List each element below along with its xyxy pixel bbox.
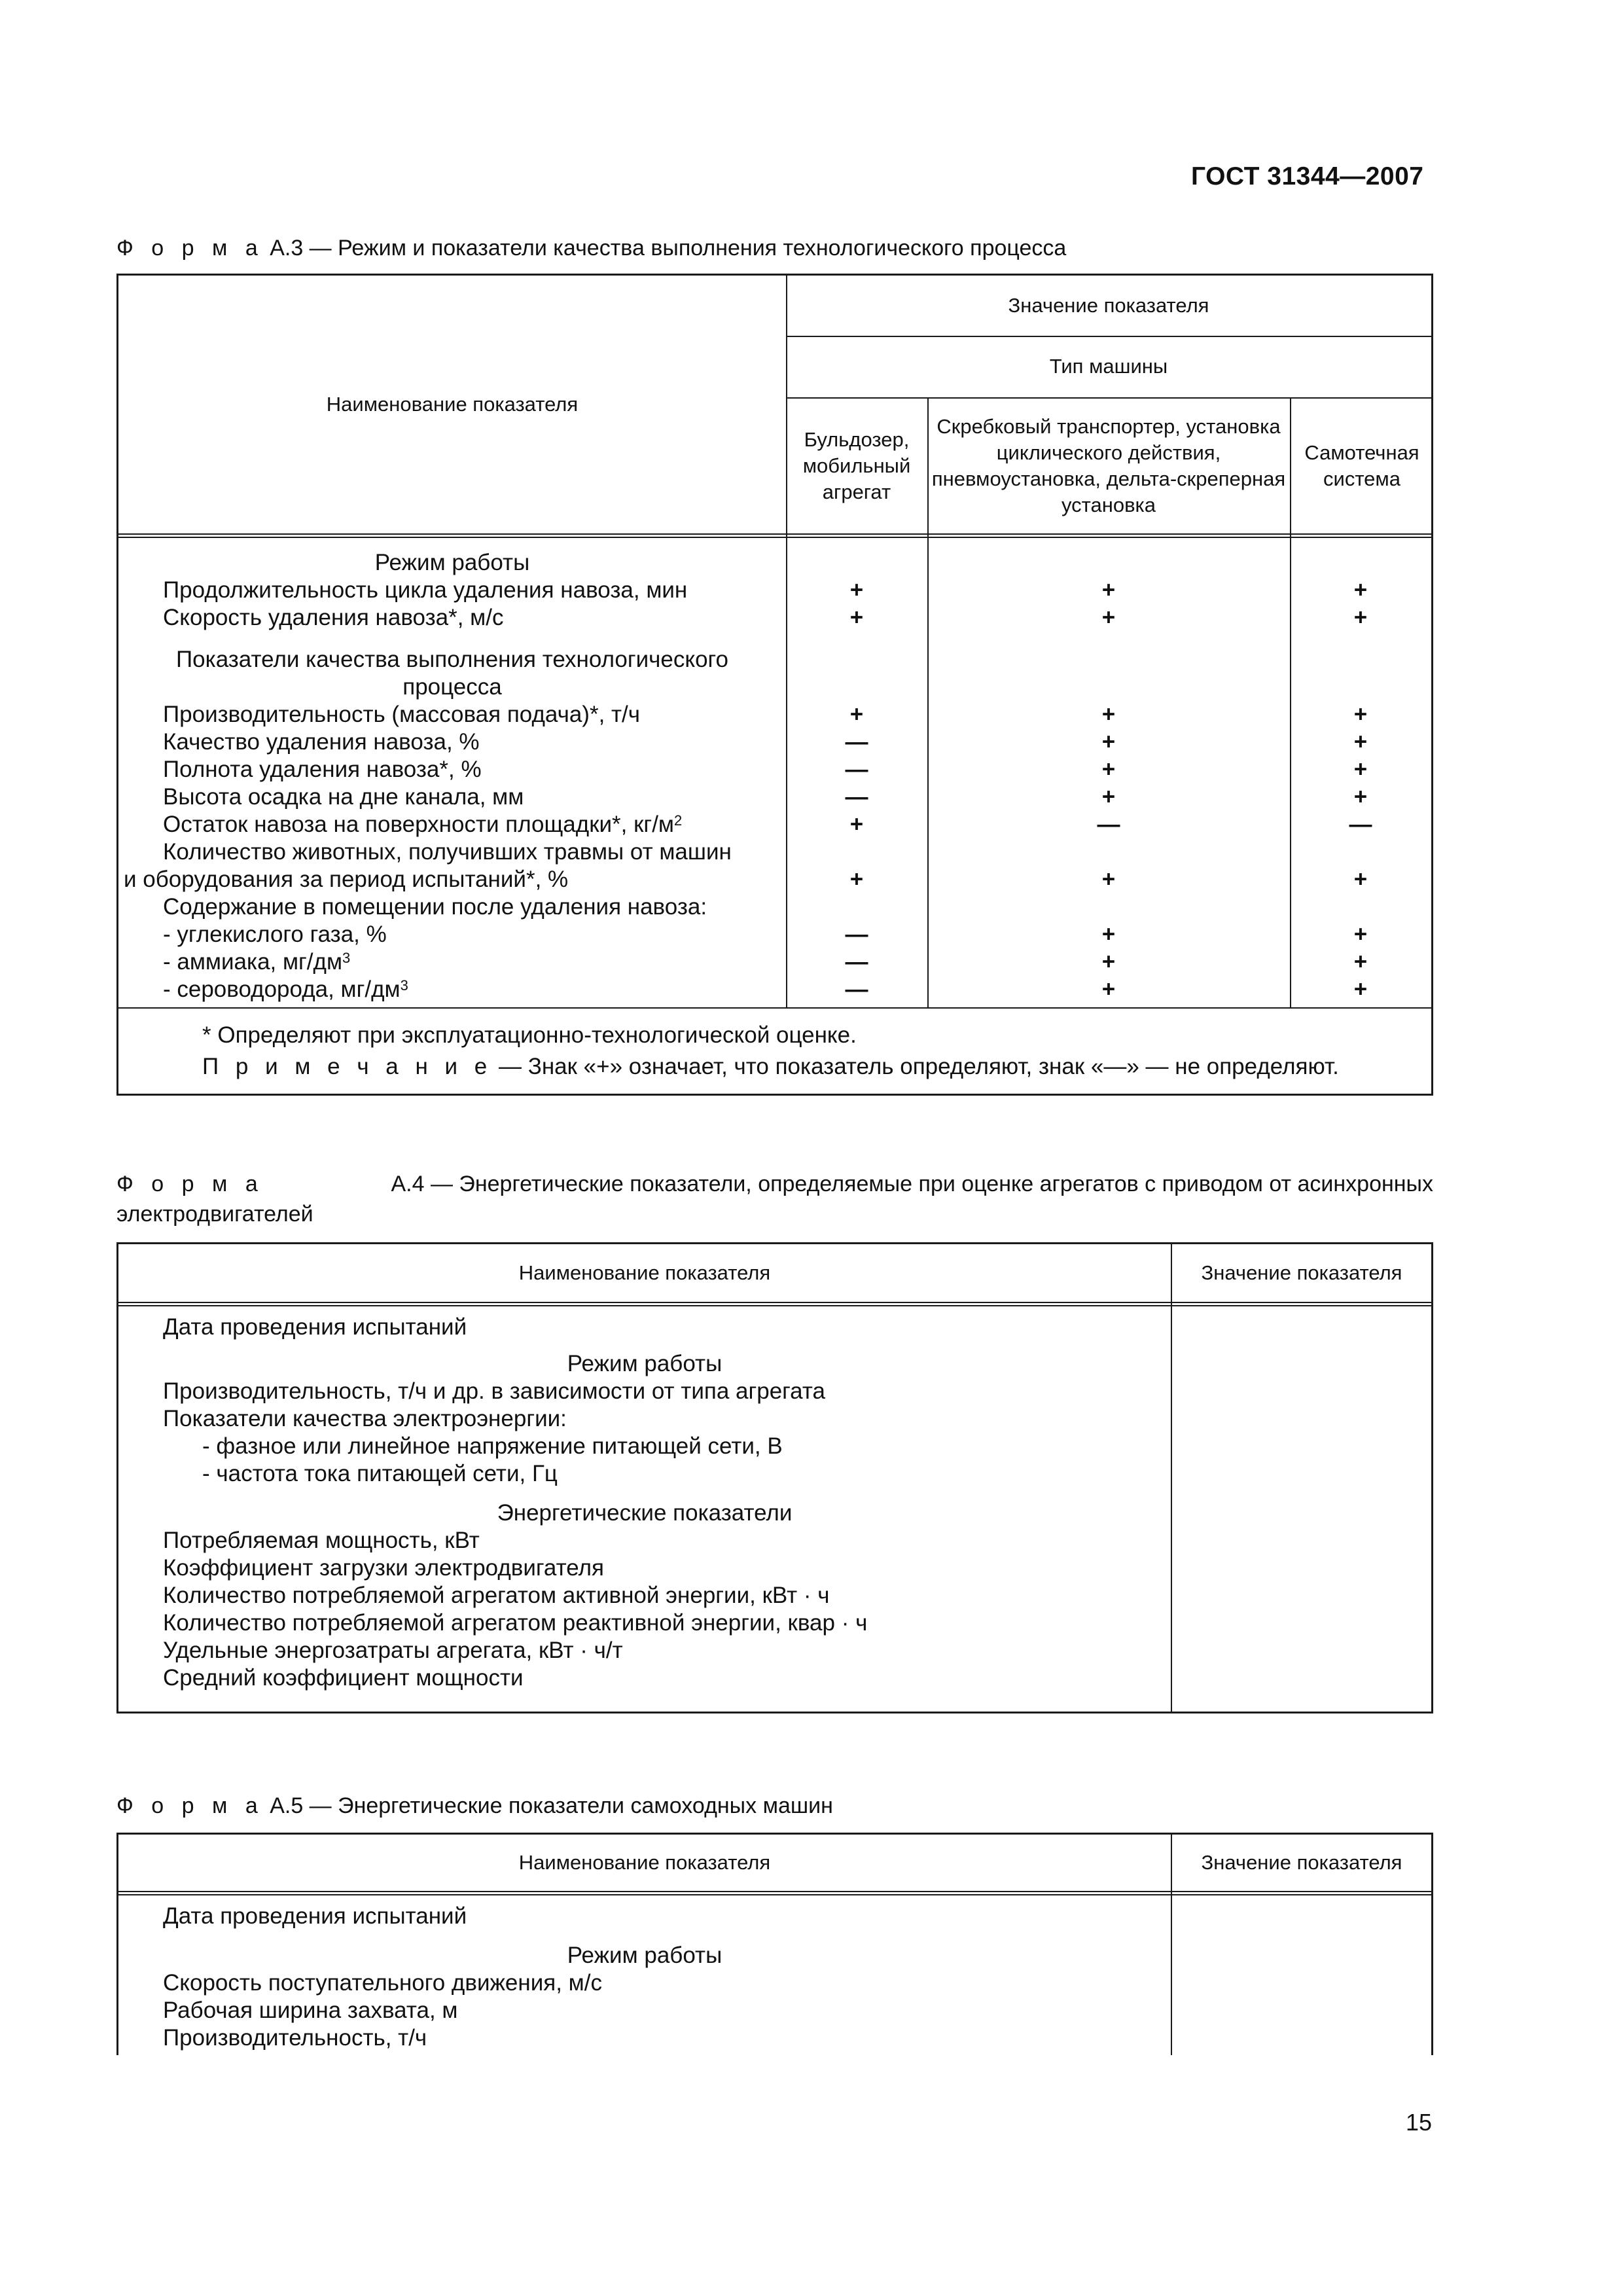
indicator-value: —	[845, 922, 868, 947]
indicator-name: Количество потребляемой агрегатом активной энергии, кВт · ч	[163, 1583, 830, 1608]
column-header-gravity: Самотечная система	[1304, 441, 1419, 490]
indicator-value: +	[1353, 949, 1368, 975]
column-header-bulldozer: Бульдозер, мобильный агрегат	[802, 428, 911, 503]
form-a5-table	[116, 1833, 1433, 2055]
indicator-name: - аммиака, $мг/дм^3$	[163, 949, 351, 975]
indicator-value: +	[849, 702, 864, 727]
column-header-name: Наименование показателя	[518, 1261, 771, 1284]
indicator-value: +	[1353, 702, 1368, 727]
column-header-scraper: Скребковый транспортер, установка циклического действия, пневмоустановка, дельта-скреперная установка	[931, 415, 1286, 516]
indicator-value: +	[1101, 922, 1116, 947]
indicator-name: Продолжительность цикла удаления навоза, мин	[163, 577, 688, 603]
indicator-name: Коэффициент загрузки электродвигателя	[163, 1555, 604, 1581]
indicator-value: +	[1101, 867, 1116, 892]
indicator-name: Остаток навоза на поверхности площадки*, $кг/м^2$	[163, 812, 683, 837]
section-title: Энергетические показатели	[497, 1500, 793, 1526]
indicator-value: +	[849, 577, 864, 603]
indicator-value: +	[1353, 757, 1368, 782]
indicator-name: Средний коэффициент мощности	[163, 1665, 524, 1691]
indicator-name: Рабочая ширина захвата, м	[163, 1998, 458, 2023]
indicator-value: —	[1349, 812, 1372, 837]
form-label: Ф о р м а	[116, 236, 264, 260]
indicator-name: Производительность, т/ч и др. в зависимости от типа агрегата	[163, 1378, 825, 1404]
indicator-value: +	[1353, 605, 1368, 630]
form-a4-caption	[116, 1169, 1433, 1229]
indicator-value: —	[845, 757, 868, 782]
indicator-value: +	[1101, 949, 1116, 975]
indicator-value: +	[849, 812, 864, 837]
column-header-name: Наименование показателя	[326, 393, 579, 416]
section-title: Показатели качества выполнения технологического	[175, 647, 729, 672]
indicator-value: —	[845, 949, 868, 975]
form-title: А.5 — Энергетические показатели самоходных машин	[270, 1793, 833, 1818]
indicator-name: - частота тока питающей сети, Гц	[202, 1461, 558, 1486]
indicator-name: Содержание в помещении после удаления навоза:	[163, 894, 707, 920]
column-header-value: Значение показателя	[1008, 294, 1209, 317]
indicator-value: +	[1101, 729, 1116, 755]
test-date-label: Дата проведения испытаний	[163, 1903, 467, 1929]
form-title: А.4 — Энергетические показатели, определяемые при оценке агрегатов с приводом от асинхронных	[391, 1172, 1433, 1196]
test-date-label: Дата проведения испытаний	[163, 1314, 467, 1340]
footnote: * Определяют при эксплуатационно-технологической оценке.	[202, 1022, 857, 1048]
indicator-name: - сероводорода, $мг/дм^3$	[163, 977, 408, 1002]
page-number: 15	[1406, 2109, 1433, 2136]
indicator-value: —	[845, 784, 868, 810]
indicator-value: +	[1101, 757, 1116, 782]
form-title-continued: электродвигателей	[116, 1202, 313, 1227]
table-note: П р и м е ч а н и е — Знак «+» означает, что показатель определяют, знак «—» — не определяют.	[202, 1054, 1339, 1079]
indicator-value: —	[1097, 812, 1120, 837]
column-header-name: Наименование показателя	[518, 1851, 771, 1874]
form-a3-table	[116, 274, 1433, 1096]
column-header-machine-type: Тип машины	[1049, 355, 1168, 378]
indicator-name: Количество животных, получивших травмы от машин	[163, 839, 732, 865]
indicator-value: +	[1353, 977, 1368, 1002]
indicator-value: +	[1101, 577, 1116, 603]
indicator-value: +	[1353, 922, 1368, 947]
section-title: Режим работы	[567, 1943, 722, 1968]
indicator-name: Скорость поступательного движения, м/с	[163, 1970, 602, 1996]
column-header-value: Значение показателя	[1201, 1261, 1402, 1284]
indicator-name: Производительность, т/ч	[163, 2025, 427, 2051]
indicator-value: —	[845, 977, 868, 1002]
form-label: Ф о р м а	[116, 1793, 264, 1818]
form-title: А.3 — Режим и показатели качества выполнения технологического процесса	[270, 236, 1067, 260]
indicator-value: +	[849, 867, 864, 892]
indicator-value: +	[1101, 702, 1116, 727]
indicator-value: +	[1353, 784, 1368, 810]
indicator-name: и оборудования за период испытаний*, %	[124, 867, 569, 892]
indicator-value: +	[1101, 977, 1116, 1002]
indicator-value: +	[849, 605, 864, 630]
section-title: процесса	[402, 674, 502, 700]
indicator-value: +	[1101, 605, 1116, 630]
indicator-name: Удельные энергозатраты агрегата, кВт · ч/т	[163, 1638, 623, 1663]
section-title: Режим работы	[567, 1351, 722, 1376]
indicator-value: +	[1353, 577, 1368, 603]
indicator-name: Потребляемая мощность, кВт	[163, 1528, 480, 1553]
indicator-name: Показатели качества электроэнергии:	[163, 1406, 567, 1431]
indicator-name: - фазное или линейное напряжение питающей сети, В	[202, 1433, 783, 1459]
indicator-name: - углекислого газа, %	[163, 922, 387, 947]
indicator-name: Полнота удаления навоза*, %	[163, 757, 482, 782]
indicator-name: Качество удаления навоза, %	[163, 729, 480, 755]
form-a4-table	[116, 1242, 1433, 1713]
form-a3-caption	[116, 233, 1066, 263]
indicator-name: Скорость удаления навоза*, м/с	[163, 605, 504, 630]
indicator-value: +	[1101, 784, 1116, 810]
indicator-name: Производительность (массовая подача)*, т/ч	[163, 702, 641, 727]
column-header-value: Значение показателя	[1201, 1851, 1402, 1874]
indicator-name: Количество потребляемой агрегатом реактивной энергии, квар · ч	[163, 1610, 868, 1636]
indicator-value: +	[1353, 729, 1368, 755]
indicator-value: —	[845, 729, 868, 755]
form-label: Ф о р м а	[116, 1172, 264, 1196]
indicator-value: +	[1353, 867, 1368, 892]
form-a5-caption	[116, 1791, 833, 1821]
indicator-name: Высота осадка на дне канала, мм	[163, 784, 524, 810]
document-number: ГОСТ 31344—2007	[1191, 162, 1424, 190]
section-title: Режим работы	[374, 550, 530, 575]
